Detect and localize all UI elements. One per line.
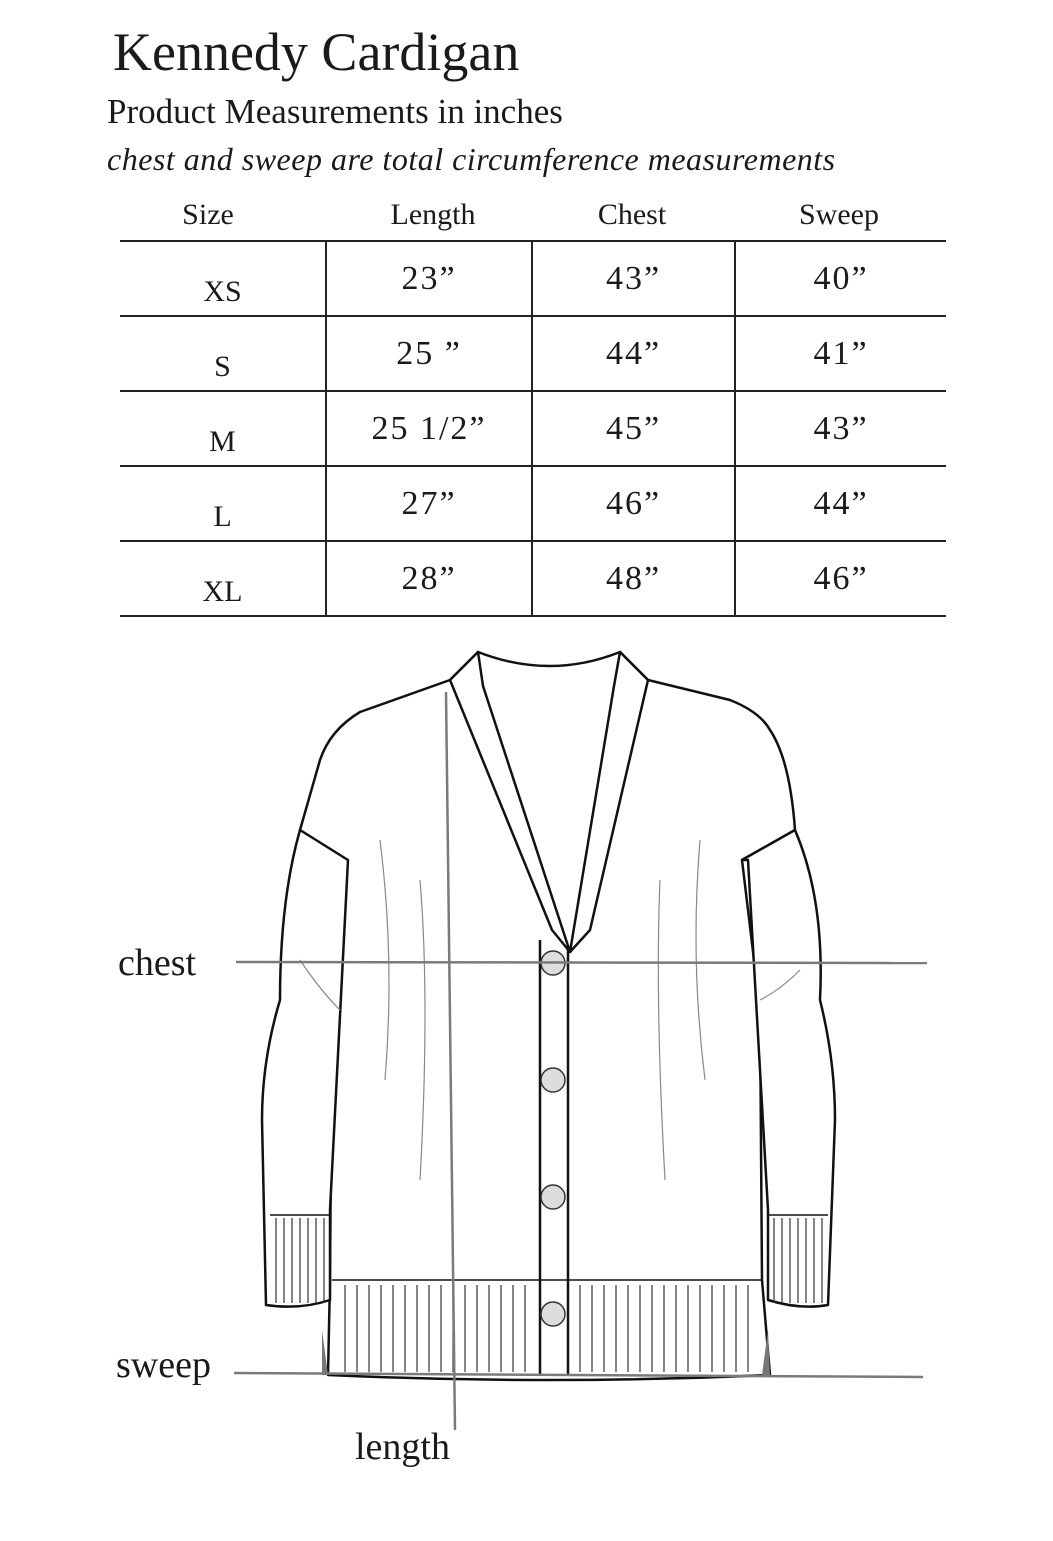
table-row bbox=[120, 466, 946, 541]
sweep-cell: 43” bbox=[735, 391, 946, 466]
measurement-note: chest and sweep are total circumference measurements bbox=[107, 141, 836, 177]
length-cell: 28” bbox=[326, 541, 532, 616]
length-cell: 27” bbox=[326, 466, 532, 541]
subtitle: Product Measurements in inches bbox=[107, 92, 563, 131]
size-cell: XL bbox=[120, 541, 326, 616]
header-size: Size bbox=[182, 198, 234, 231]
size-cell: XS bbox=[120, 241, 326, 316]
size-chart-table bbox=[120, 240, 946, 617]
size-cell: M bbox=[120, 391, 326, 466]
length-cell: 23” bbox=[326, 241, 532, 316]
size-cell: S bbox=[120, 316, 326, 391]
length-cell: 25 ” bbox=[326, 316, 532, 391]
chest-cell: 43” bbox=[532, 241, 735, 316]
length-label: length bbox=[355, 1426, 450, 1468]
sweep-cell: 44” bbox=[735, 466, 946, 541]
header-sweep: Sweep bbox=[799, 198, 879, 231]
chest-cell: 45” bbox=[532, 391, 735, 466]
sweep-cell: 41” bbox=[735, 316, 946, 391]
table-row bbox=[120, 391, 946, 466]
size-cell: L bbox=[120, 466, 326, 541]
table-row bbox=[120, 316, 946, 391]
header-length: Length bbox=[390, 198, 476, 231]
page-title: Kennedy Cardigan bbox=[113, 22, 520, 82]
sweep-cell: 46” bbox=[735, 541, 946, 616]
chest-cell: 48” bbox=[532, 541, 735, 616]
table-row bbox=[120, 241, 946, 316]
chest-cell: 46” bbox=[532, 466, 735, 541]
sweep-cell: 40” bbox=[735, 241, 946, 316]
sweep-label: sweep bbox=[116, 1344, 211, 1386]
chest-label: chest bbox=[118, 942, 197, 984]
length-cell: 25 1/2” bbox=[326, 391, 532, 466]
chest-cell: 44” bbox=[532, 316, 735, 391]
header-chest: Chest bbox=[597, 198, 667, 231]
